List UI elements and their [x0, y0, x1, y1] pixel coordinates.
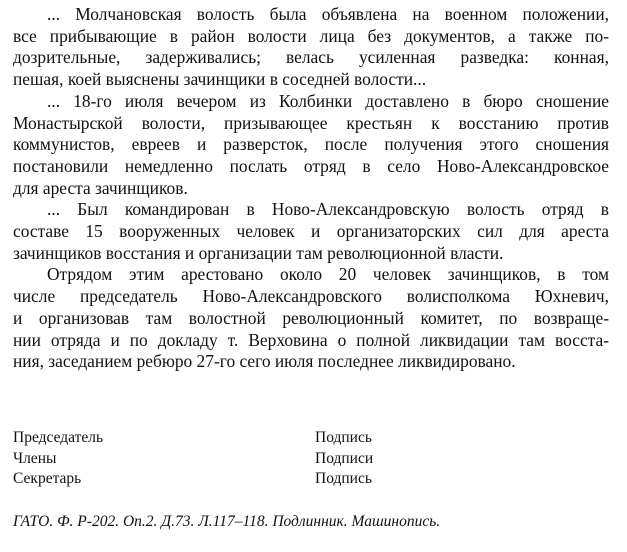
text-line: ... Молчановская волость была объявлена на военном положении,: [47, 4, 609, 24]
signature-role: Секретарь: [13, 470, 82, 487]
document-body: [13, 4, 609, 373]
paragraph-3: [13, 199, 609, 264]
paragraph-4: [13, 264, 609, 373]
text-line: числе председатель Ново-Александровского волисполкома Юхневич,: [13, 286, 609, 307]
text-line: ния, заседанием ребюро 27-го сего июля последнее ликвидировано.: [13, 351, 516, 372]
text-line: Монастырской волости, призывающее крестьян к восстанию против: [13, 112, 609, 133]
text-line: Отрядом этим арестовано около 20 человек зачинщиков, в том: [47, 264, 609, 285]
signature-value: Подпись: [315, 470, 372, 487]
signature-row-members: [13, 449, 413, 470]
paragraph-1: [13, 4, 609, 91]
text-line: пешая, коей выяснены зачинщики в соседней волости...: [13, 69, 427, 90]
text-line: зачинщиков восстания и организации там революционной власти.: [13, 242, 504, 263]
signature-block: [13, 428, 413, 490]
text-line: нии отряда и по докладу т. Верховина о полной ликвидации там восста-: [13, 329, 609, 350]
signature-role: Председатель: [13, 429, 104, 446]
signature-value: Подписи: [315, 449, 374, 467]
text-line: и организовав там волостной революционный комитет, по возвраще-: [13, 307, 609, 328]
text-line: все прибывающие в район волости лица без документов, а также по-: [13, 25, 609, 46]
text-line: коммунистов, евреев и разверсток, после получения этого сношения: [13, 134, 609, 155]
text-line: дозрительные, задерживались; велась усиленная разведка: конная,: [13, 47, 609, 68]
archive-source-note: ГАТО. Ф. Р-202. Оп.2. Д.73. Л.117–118. Подлинник. Машинопись.: [13, 513, 441, 530]
signature-value: Подпись: [315, 429, 372, 446]
text-line: составе 15 вооруженных человек и организаторских сил для ареста: [13, 221, 609, 242]
text-line: ... Был командирован в Ново-Александровскую волость отряд в: [47, 199, 609, 220]
text-line: постановили немедленно послать отряд в село Ново-Александровское: [13, 155, 609, 176]
text-line: для ареста зачинщиков.: [13, 177, 188, 198]
signature-row-secretary: [13, 469, 413, 490]
paragraph-2: [13, 91, 609, 200]
signature-row-chairman: [13, 428, 413, 449]
text-line: ... 18-го июля вечером из Колбинки доставлено в бюро сношение: [47, 90, 609, 111]
signature-role: Члены: [13, 449, 57, 467]
